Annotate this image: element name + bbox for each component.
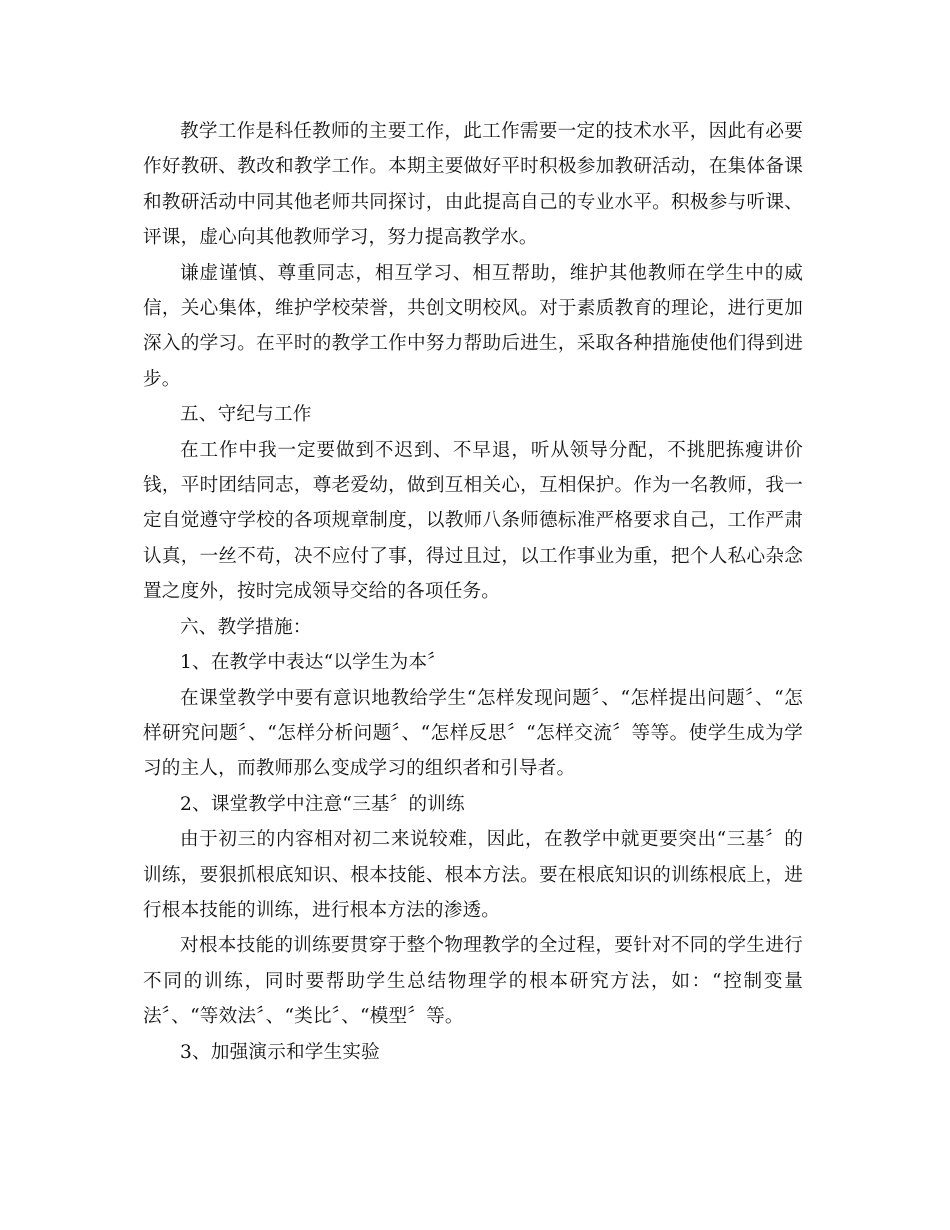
subheading-three-basics: 2、课堂教学中注意“三基〞的训练 [180,793,465,815]
section-heading-measures: 六、教学措施： [180,616,312,638]
paragraph-teaching-work: 教学工作是科任教师的主要工作，此工作需要一定的技术水平，因此有必要作好教研、教改和教学工作。本期主要做好平时积极参加教研活动，在集体备课和教研活动中同其他老师共同探讨，由此提高自己的专业水平。积极参与听课、评课，虚心向其他教师学习，努力提高教学水。 [143,121,803,249]
subheading-experiments: 3、加强演示和学生实验 [180,1041,380,1063]
section-heading-discipline: 五、守纪与工作 [180,404,312,426]
paragraph-humility: 谦虚谨慎、尊重同志，相互学习、相互帮助，维护其他教师在学生中的威信，关心集体，维护学校荣誉，共创文明校风。对于素质教育的理论，进行更加深入的学习。在平时的教学工作中努力帮助后进生，采取各种措施使他们得到进步。 [143,262,803,390]
paragraph-basic-skills: 对根本技能的训练要贯穿于整个物理教学的全过程，要针对不同的学生进行不同的训练，同时要帮助学生总结物理学的根本研究方法，如：“控制变量法〞、“等效法〞、“类比〞、“模型〞等。 [143,935,803,1028]
subheading-student-centered: 1、在教学中表达“以学生为本〞 [180,652,447,674]
document-body [143,114,803,1070]
paragraph-discipline: 在工作中我一定要做到不迟到、不早退，听从领导分配，不挑肥拣瘦讲价钱，平时团结同志，尊老爱幼，做到互相关心，互相保护。作为一名教师，我一定自觉遵守学校的各项规章制度，以教师八条师德标准严格要求自己，工作严肃认真，一丝不苟，决不应付了事，得过且过，以工作事业为重，把个人私心杂念置之度外，按时完成领导交给的各项任务。 [143,439,803,603]
paragraph-student-centered: 在课堂教学中要有意识地教给学生“怎样发现问题〞、“怎样提出问题〞、“怎样研究问题〞、“怎样分析问题〞、“怎样反思〞“怎样交流〞等等。使学生成为学习的主人，而教师那么变成学习的组织者和引导者。 [143,687,803,780]
paragraph-three-basics: 由于初三的内容相对初二来说较难，因此，在教学中就更要突出“三基〞的训练，要狠抓根底知识、根本技能、根本方法。要在根底知识的训练根底上，进行根本技能的训练，进行根本方法的渗透。 [143,829,803,921]
